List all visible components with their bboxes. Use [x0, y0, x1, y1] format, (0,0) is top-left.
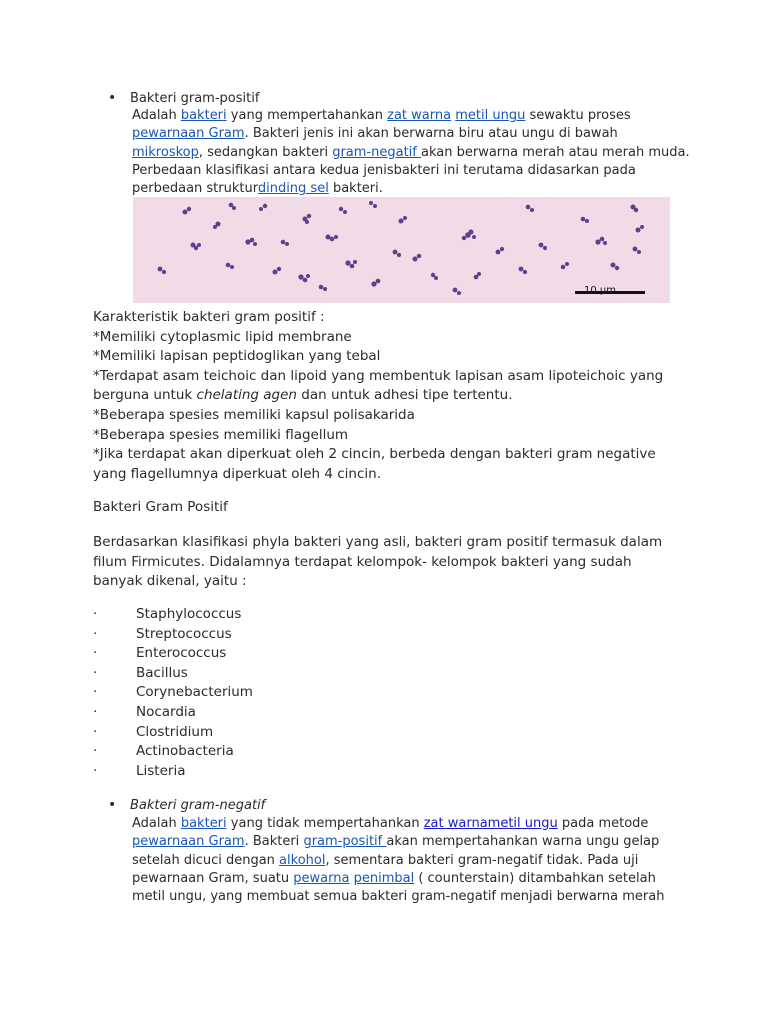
gram-positive-heading: Bakteri Gram Positif	[93, 499, 228, 515]
genus-list-item	[93, 723, 253, 743]
text: pada metode	[557, 816, 649, 831]
genus-list-item	[93, 664, 253, 684]
characteristics-heading: Karakteristik bakteri gram positif :	[93, 309, 325, 325]
genus-list-item	[93, 605, 253, 625]
genus-name: Enterococcus	[136, 645, 227, 662]
text: . Bakteri	[244, 834, 304, 850]
text: , sementara bakteri gram-negatif tidak. Pada uji pewarnaan Gram, suatu	[132, 852, 639, 886]
link-dinding-sel[interactable]: dinding sel	[257, 181, 329, 197]
list-bullet-icon: ·	[93, 645, 98, 662]
list-bullet-icon: ·	[93, 625, 98, 642]
characteristic-line: *Beberapa spesies memiliki kapsul polisakarida	[93, 406, 415, 423]
text: ( counterstain) ditambahkan setelah metil ungu, yang membuat semua bakteri gram-negatif menjadi berwarna merah	[132, 870, 665, 905]
bullet-icon: •	[108, 90, 117, 106]
section-gram-positive-title	[108, 89, 259, 107]
genus-list-item	[93, 683, 253, 703]
genus-name: Staphylococcus	[136, 606, 242, 622]
characteristic-line: *Memiliki lapisan peptidoglikan yang tebal	[93, 348, 381, 365]
link-bakteri[interactable]: bakteri	[180, 816, 227, 831]
genus-name: Clostridium	[136, 723, 214, 740]
link-gram-positif[interactable]: gram-positif	[303, 834, 387, 850]
list-bullet-icon: ·	[93, 684, 98, 701]
link-alkohol[interactable]: alkohol	[279, 852, 326, 868]
text: bakteri.	[328, 181, 383, 197]
gram-positive-paragraph	[132, 107, 692, 198]
link-pewarna[interactable]: pewarna	[293, 870, 350, 886]
text: yang mempertahankan	[226, 108, 388, 123]
list-bullet-icon: ·	[93, 606, 98, 622]
text: Adalah	[132, 816, 181, 831]
list-bullet-icon: ·	[93, 762, 98, 779]
section-title-text: Bakteri gram-negatif	[130, 798, 266, 813]
genus-list-item	[93, 742, 253, 762]
genus-name: Corynebacterium	[136, 684, 253, 701]
italic-term: chelating agen	[196, 387, 297, 404]
characteristic-line: *Memiliki cytoplasmic lipid membrane	[93, 328, 352, 345]
genus-name: Streptococcus	[136, 625, 232, 642]
link-mikroskop[interactable]: mikroskop	[132, 144, 199, 160]
link-metil-ungu[interactable]: metil ungu	[455, 108, 526, 123]
genus-name: Nocardia	[136, 703, 196, 720]
classification-paragraph: Berdasarkan klasifikasi phyla bakteri yang asli, bakteri gram positif termasuk dalam filum Firmicutes. Didalamnya terdapat kelompok- kelompok bakteri yang sudah banyak dikenal, yaitu :	[93, 534, 663, 590]
list-bullet-icon: ·	[93, 723, 98, 740]
bullet-icon: •	[108, 797, 117, 813]
characteristic-line: *Beberapa spesies memiliki flagellum	[93, 426, 349, 443]
text: , sedangkan bakteri	[198, 144, 333, 160]
link-gram-negatif[interactable]: gram-negatif	[332, 144, 421, 160]
characteristic-line	[93, 367, 683, 406]
genus-list	[93, 605, 253, 781]
genus-list-item	[93, 644, 253, 664]
text: sewaktu proses	[525, 108, 631, 123]
link-zat-warna[interactable]: zat warna	[387, 108, 452, 123]
link-pewarnaan-gram[interactable]: pewarnaan Gram	[132, 834, 245, 850]
gram-negative-paragraph	[132, 815, 692, 906]
list-bullet-icon: ·	[93, 703, 98, 720]
link-zat-warna-metil-ungu[interactable]: zat warnametil ungu	[423, 816, 558, 831]
genus-list-item	[93, 762, 253, 782]
characteristics-block	[93, 308, 683, 484]
characteristic-line: *Jika terdapat akan diperkuat oleh 2 cincin, berbeda dengan bakteri gram negative yang flagellumnya diperkuat oleh 4 cincin.	[93, 446, 656, 482]
section-title-text: Bakteri gram-positif	[130, 91, 260, 106]
text: akan mempertahankan warna ungu gelap setelah dicuci dengan	[132, 834, 660, 868]
text: dan untuk adhesi tipe tertentu.	[297, 387, 513, 404]
gram-positive-microscope-image	[133, 197, 670, 303]
text: . Bakteri jenis ini akan berwarna biru atau ungu di bawah	[244, 126, 618, 142]
link-pewarnaan-gram[interactable]: pewarnaan Gram	[132, 126, 245, 142]
genus-name: Actinobacteria	[136, 743, 234, 760]
genus-name: Bacillus	[136, 664, 188, 681]
genus-list-item	[93, 625, 253, 645]
scale-bar-label: 10 µm	[584, 285, 617, 296]
link-penimbal[interactable]: penimbal	[353, 870, 415, 886]
text: akan berwarna merah atau merah muda. Perbedaan klasifikasi antara kedua jenisbakteri ini terutama didasarkan pada perbedaan struktur	[132, 144, 690, 197]
list-bullet-icon: ·	[93, 743, 98, 760]
section-gram-negative-title	[108, 796, 265, 814]
genus-list-item	[93, 703, 253, 723]
text: *Terdapat asam teichoic dan lipoid yang membentuk lapisan asam lipoteichoic yang berguna untuk	[93, 367, 664, 404]
text: Adalah	[132, 108, 181, 123]
link-bakteri[interactable]: bakteri	[180, 108, 227, 123]
genus-name: Listeria	[136, 762, 186, 779]
list-bullet-icon: ·	[93, 664, 98, 681]
text: yang tidak mempertahankan	[226, 816, 424, 831]
